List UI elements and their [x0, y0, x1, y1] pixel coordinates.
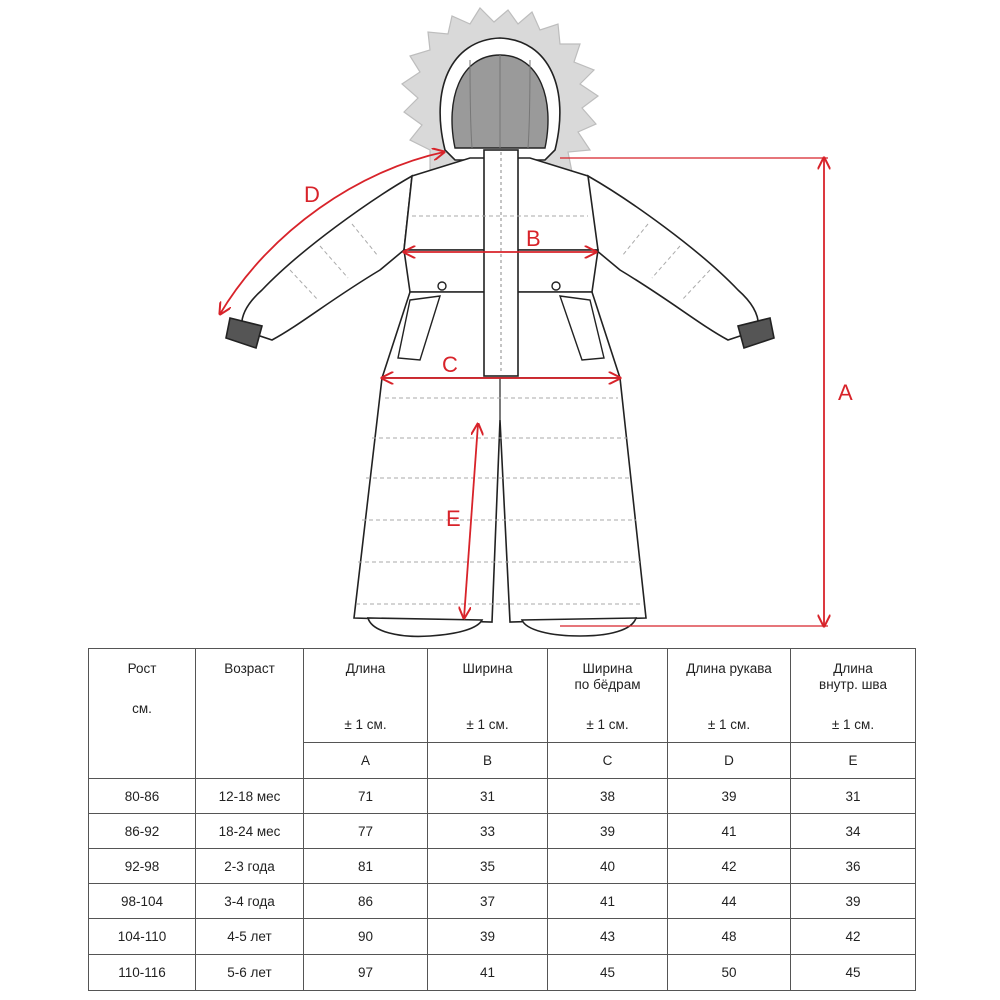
table-row	[89, 779, 916, 814]
cell-a: 97	[304, 955, 428, 991]
cell-d: 50	[668, 955, 791, 991]
header-hip-width: Ширина по бёдрам ± 1 см.	[548, 649, 668, 743]
cell-d: 48	[668, 919, 791, 955]
cell-b: 39	[428, 919, 548, 955]
cell-a: 71	[304, 779, 428, 814]
cell-b: 33	[428, 814, 548, 849]
letter-d: D	[668, 743, 791, 779]
table-row	[89, 849, 916, 884]
cell-e: 36	[791, 849, 916, 884]
cell-height: 86-92	[89, 814, 196, 849]
cell-age: 5-6 лет	[196, 955, 304, 991]
cell-e: 31	[791, 779, 916, 814]
cell-b: 37	[428, 884, 548, 919]
letter-c: C	[548, 743, 668, 779]
cell-age: 18-24 мес	[196, 814, 304, 849]
cell-height: 92-98	[89, 849, 196, 884]
table-row	[89, 884, 916, 919]
cell-c: 39	[548, 814, 668, 849]
letter-a: A	[304, 743, 428, 779]
table-row	[89, 955, 916, 991]
cell-e: 45	[791, 955, 916, 991]
dimension-label-c: C	[442, 352, 458, 377]
cell-a: 77	[304, 814, 428, 849]
size-chart-table	[88, 648, 916, 991]
dimension-label-d: D	[304, 182, 320, 207]
cell-d: 39	[668, 779, 791, 814]
cell-height: 110-116	[89, 955, 196, 991]
dimension-label-a: A	[838, 380, 853, 405]
letter-e: E	[791, 743, 916, 779]
header-width: Ширина ± 1 см.	[428, 649, 548, 743]
cell-e: 34	[791, 814, 916, 849]
cell-age: 2-3 года	[196, 849, 304, 884]
hood	[440, 38, 560, 160]
cell-c: 41	[548, 884, 668, 919]
cell-age: 12-18 мес	[196, 779, 304, 814]
cell-age: 4-5 лет	[196, 919, 304, 955]
cell-e: 39	[791, 884, 916, 919]
cell-age: 3-4 года	[196, 884, 304, 919]
header-length: Длина ± 1 см.	[304, 649, 428, 743]
dimension-label-e: E	[446, 506, 461, 531]
table-header-row	[89, 649, 916, 743]
header-sleeve: Длина рукава ± 1 см.	[668, 649, 791, 743]
header-height: Рост см.	[89, 649, 196, 779]
header-age: Возраст	[196, 649, 304, 779]
cell-d: 41	[668, 814, 791, 849]
cell-b: 31	[428, 779, 548, 814]
table-row	[89, 919, 916, 955]
cell-c: 43	[548, 919, 668, 955]
cell-c: 40	[548, 849, 668, 884]
cell-a: 86	[304, 884, 428, 919]
cell-a: 81	[304, 849, 428, 884]
letter-b: B	[428, 743, 548, 779]
cell-height: 98-104	[89, 884, 196, 919]
cell-d: 42	[668, 849, 791, 884]
dimension-label-b: B	[526, 226, 541, 251]
cell-height: 104-110	[89, 919, 196, 955]
table-row	[89, 814, 916, 849]
header-inseam: Длина внутр. шва ± 1 см.	[791, 649, 916, 743]
cell-b: 35	[428, 849, 548, 884]
cell-c: 45	[548, 955, 668, 991]
cell-b: 41	[428, 955, 548, 991]
cell-e: 42	[791, 919, 916, 955]
cell-a: 90	[304, 919, 428, 955]
cell-d: 44	[668, 884, 791, 919]
cell-c: 38	[548, 779, 668, 814]
cell-height: 80-86	[89, 779, 196, 814]
